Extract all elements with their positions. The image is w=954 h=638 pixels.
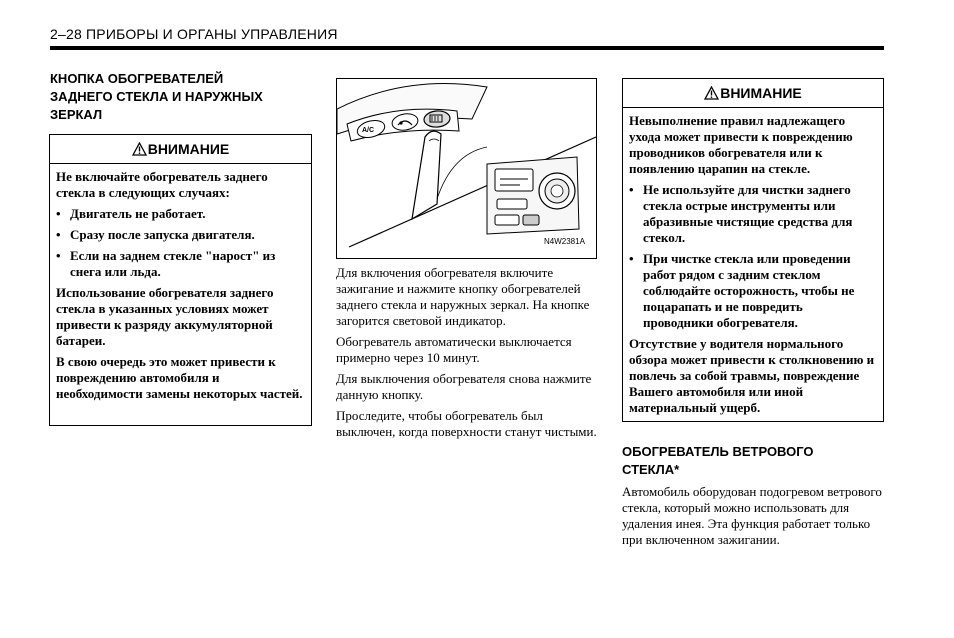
warning-intro: Не включайте обогреватель заднего стекла в следующих случаях: <box>56 169 268 200</box>
caution-intro: Невыполнение правил надлежащего ухода может привести к повреждению проводников обогревателя или к появлению царапин на стекле. <box>629 113 853 176</box>
list-item: • Не используйте для чистки заднего стекла острые инструменты или абразивные чистящие средства для стекол. <box>629 182 853 245</box>
caution-body <box>623 108 883 426</box>
warning-body <box>50 164 311 412</box>
page-header: 2–28 ПРИБОРЫ И ОРГАНЫ УПРАВЛЕНИЯ <box>50 26 338 42</box>
illustration-svg <box>337 79 596 258</box>
section-title-windshield-defogger: ОБОГРЕВАТЕЛЬ ВЕТРОВОГО СТЕКЛА* <box>622 444 814 477</box>
warning-heading: ВНИМАНИЕ <box>50 135 311 164</box>
warning-paragraph: Использование обогревателя заднего стекла в указанных условиях может привести к разряду аккумуляторной батареи. <box>56 285 274 348</box>
instructions-text <box>336 265 598 445</box>
list-item: • При чистке стекла или проведении работ рядом с задним стеклом соблюдайте осторожность, чтобы не поцарапать и не повредить проводники обогревателя. <box>629 251 855 330</box>
hvac-panel-detail <box>487 157 579 234</box>
paragraph: Для выключения обогревателя снова нажмите данную кнопку. <box>336 371 592 402</box>
header-rule <box>50 46 884 50</box>
warning-triangle-icon <box>704 86 719 100</box>
warning-box-rear-defogger <box>49 134 312 426</box>
paragraph: Для включения обогревателя включите зажигание и нажмите кнопку обогревателей заднего стекла и наружных зеркал. На кнопке загорится световой индикатор. <box>336 265 590 328</box>
paragraph: Автомобиль оборудован подогревом ветрового стекла, который можно использовать для удаления инея. Эта функция работает только при включенном зажигании. <box>622 484 882 547</box>
section-title-rear-defogger: КНОПКА ОБОГРЕВАТЕЛЕЙ ЗАДНЕГО СТЕКЛА И НАРУЖНЫХ ЗЕРКАЛ <box>50 71 263 122</box>
list-item: • Двигатель не работает. <box>56 206 206 221</box>
paragraph: Проследите, чтобы обогреватель был выключен, когда поверхности станут чистыми. <box>336 408 597 439</box>
warning-triangle-icon <box>132 142 147 156</box>
svg-text:A/C: A/C <box>362 127 375 134</box>
list-item: • Если на заднем стекле "нарост" из снега или льда. <box>56 248 276 279</box>
control-panel-illustration <box>336 78 597 259</box>
caution-list <box>629 182 875 331</box>
paragraph: Обогреватель автоматически выключается примерно через 10 минут. <box>336 334 572 365</box>
control-knob-icon <box>539 173 575 209</box>
warning-list <box>56 206 303 280</box>
figure-code: N4W2381A <box>544 237 585 246</box>
caution-box <box>622 78 884 422</box>
caution-heading: ВНИМАНИЕ <box>623 79 883 108</box>
windshield-text <box>622 484 884 553</box>
warning-paragraph: В свою очередь это может привести к повреждению автомобиля и необходимости замены некоторых частей. <box>56 354 303 401</box>
caution-outro: Отсутствие у водителя нормального обзора может привести к столкновению и повлечь за собой травмы, повреждение Вашего автомобиля или иной материальный ущерб. <box>629 336 875 415</box>
list-item: • Сразу после запуска двигателя. <box>56 227 255 242</box>
